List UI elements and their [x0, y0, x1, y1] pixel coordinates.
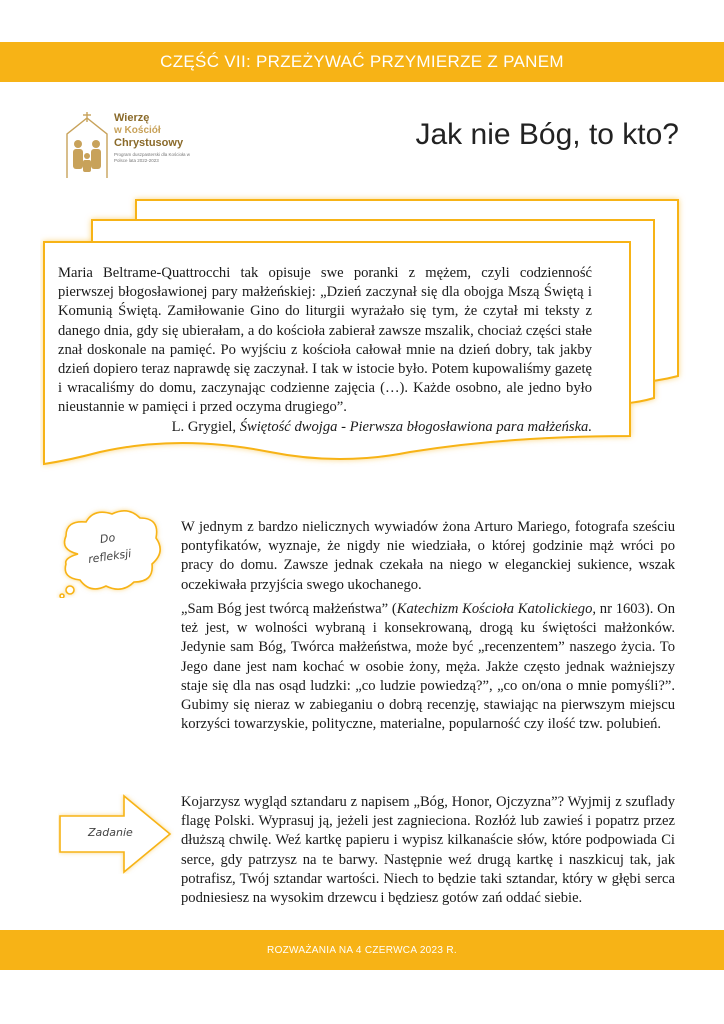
citation-author: L. Grygiel, [171, 419, 240, 435]
logo-line-2: w Kościół [114, 125, 161, 136]
page-title: Jak nie Bóg, to kto? [415, 118, 679, 151]
reflection-label-2: refleksji [87, 547, 133, 566]
reflection-paragraph-1: W jednym z bardzo nielicznych wywiadów żona Arturo Mariego, fotografa sześciu pontyfikatów, wyznaje, że nigdy nie wiedziała, o której godzinie mąż wróci po pracy do domu. Zawsze jednak czekała na niego w eleganckiej sukience, wszak oczekiwała przyjścia swego ukochanego. [181, 519, 675, 593]
reflection-paragraph-2-start: „Sam Bóg jest twórcą małżeństwa” ( [181, 601, 397, 617]
task-paragraph: Kojarzysz wygląd sztandaru z napisem „Bóg, Honor, Ojczyzna”? Wyjmij z szuflady flagę Polski. Wyprasuj ją, jeżeli jest zagnieciona. Rozłóż lub zawieś i popatrz przez dłuższą chwilę. Weź kartkę papieru i wypisz kilkanaście słów, które podpowiada Ci serce, gdy patrzysz na te barwy. Następnie weź drugą kartkę i naszkicuj tak, jak potrafisz, Twój sztandar wartości. Niech to będzie taki sztandar, który w głębi serca podniesiesz na wysokim drzewcu i będziesz gotów zań oddać siebie. [181, 794, 675, 907]
catechism-citation: Katechizm Kościoła Katolickiego, [396, 601, 597, 617]
footer-banner [0, 930, 724, 970]
logo-line-3: Chrystusowy [114, 137, 184, 149]
reflection-paragraph-2 [181, 600, 675, 734]
section-title: CZĘŚĆ VII: PRZEŻYWAĆ PRZYMIERZE Z PANEM [160, 52, 564, 71]
logo-tagline: Program duszpasterski dla Kościoła w Polsce lata 2022-2023 [114, 152, 191, 163]
task-badge [58, 794, 174, 874]
reflection-paragraph-2-rest: nr 1603). On też jest, w wolności wybraną i konsekrowaną, drogą ku świętości małżonków. Jedynie sam Bóg, Twórca małżeństwa, może być „recenzentem” naszego życia. To Jego dane jest nam kochać w osobie żony, męża. Jakże często jednak ważniejszy staje się dla nas osąd ludzki: „co ludzie powiedzą?”, „co on/ona o mnie pomyśli?”. Gubimy się nieraz w zabieganiu o dobrą recenzję, stawiając na pierwszym miejscu korzyści towarzyskie, polityczne, materialne, popularność czy ilość tzw. polubień. [181, 601, 675, 733]
reflection-badge [56, 506, 166, 598]
citation-title: Świętość dwojga - Pierwsza błogosławiona para małżeńska. [239, 419, 592, 435]
quote-citation [58, 419, 592, 436]
header-banner [0, 42, 724, 82]
logo-line-1: Wierzę [114, 112, 150, 124]
footer-text: ROZWAŻANIA NA 4 CZERWCA 2023 R. [267, 944, 457, 956]
task-label: Zadanie [88, 826, 133, 839]
family-church-icon [62, 112, 112, 182]
reflection-label-1: Do [99, 531, 117, 546]
logo [62, 112, 202, 182]
quote-text: Maria Beltrame-Quattrocchi tak opisuje swe poranki z mężem, czyli codzienność pierwszej błogosławionej pary małżeńskiej: „Dzień zaczynał się dla obojga Mszą Świętą i Komunią Świętą. Zamiłowanie Gino do liturgii wyrażało się tym, że czytał mi teksty z danego dnia, gdy się ubierałam, a do kościoła zabierał zawsze mszalik, chociaż części stałe znał doskonale na pamięć. Po wyjściu z kościoła całował mnie na dzień dobry, tak jakby dzień dopiero teraz naprawdę się zaczynał. I tak w istocie było. Potem kupowaliśmy gazetę i wracaliśmy do domu, zaczynając codzienne zajęcia (…). Każde osobno, ale jedno było nieustannie w pamięci i przed oczyma drugiego”. [58, 265, 592, 416]
